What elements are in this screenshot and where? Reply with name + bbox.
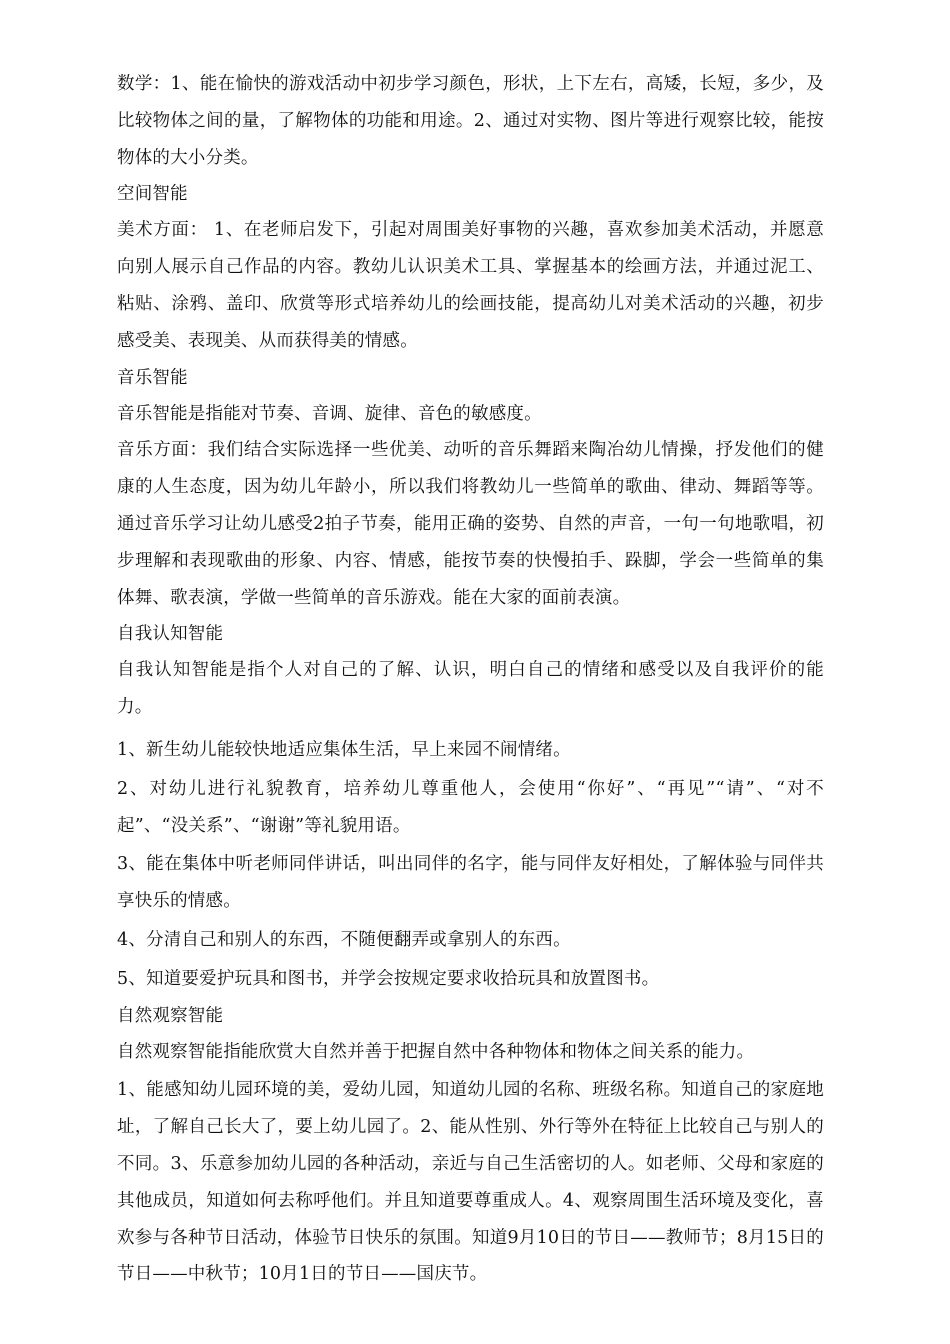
self-awareness-item-2: 2、对幼儿进行礼貌教育，培养幼儿尊重他人，会使用“你好”、“再见”“请”、“对不起”、“没关系”、“谢谢”等礼貌用语。 bbox=[117, 778, 824, 836]
heading-spatial-intelligence: 空间智能 bbox=[117, 184, 188, 205]
heading-self-awareness-intelligence: 自我认知智能 bbox=[117, 624, 224, 645]
self-awareness-item-3: 3、能在集体中听老师同伴讲话，叫出同伴的名字，能与同伴友好相处，了解体验与同伴共享快乐的情感。 bbox=[117, 854, 824, 912]
art-paragraph: 美术方面： 1、在老师启发下，引起对周围美好事物的兴趣，喜欢参加美术活动，并愿意向别人展示自己作品的内容。教幼儿认识美术工具、掌握基本的绘画方法，并通过泥工、粘贴、涂鸦、盖印、欣赏等形式培养幼儿的绘画技能，提高幼儿对美术活动的兴趣，初步感受美、表现美、从而获得美的情感。 bbox=[117, 220, 824, 351]
self-awareness-item-5: 5、知道要爱护玩具和图书，并学会按规定要求收拾玩具和放置图书。 bbox=[117, 968, 660, 989]
music-paragraph: 音乐方面：我们结合实际选择一些优美、动听的音乐舞蹈来陶冶幼儿情操，抒发他们的健康的人生态度，因为幼儿年龄小，所以我们将教幼儿一些简单的歌曲、律动、舞蹈等等。通过音乐学习让幼儿感受2拍子节奏，能用正确的姿势、自然的声音，一句一句地歌唱，初步理解和表现歌曲的形象、内容、情感，能按节奏的快慢拍手、跺脚，学会一些简单的集体舞、歌表演，学做一些简单的音乐游戏。能在大家的面前表演。 bbox=[117, 440, 824, 608]
math-paragraph: 数学：1、能在愉快的游戏活动中初步学习颜色，形状，上下左右，高矮，长短，多少，及比较物体之间的量，了解物体的功能和用途。2、通过对实物、图片等进行观察比较，能按物体的大小分类。 bbox=[117, 74, 824, 168]
heading-nature-observation-intelligence: 自然观察智能 bbox=[117, 1005, 224, 1026]
heading-music-intelligence: 音乐智能 bbox=[117, 367, 188, 388]
self-awareness-item-4: 4、分清自己和别人的东西，不随便翻弄或拿别人的东西。 bbox=[117, 929, 571, 950]
music-definition-paragraph: 音乐智能是指能对节奏、音调、旋律、音色的敏感度。 bbox=[117, 403, 542, 424]
nature-definition-paragraph: 自然观察智能指能欣赏大自然并善于把握自然中各种物体和物体之间关系的能力。 bbox=[117, 1041, 755, 1062]
self-awareness-definition-paragraph: 自我认知智能是指个人对自己的了解、认识，明白自己的情绪和感受以及自我评价的能力。 bbox=[117, 660, 824, 718]
nature-paragraph: 1、能感知幼儿园环境的美，爱幼儿园，知道幼儿园的名称、班级名称。知道自己的家庭地址，了解自己长大了，要上幼儿园了。2、能从性别、外行等外在特征上比较自己与别人的不同。3、乐意参加幼儿园的各种活动，亲近与自己生活密切的人。如老师、父母和家庭的其他成员，知道如何去称呼他们。并且知道要尊重成人。4、观察周围生活环境及变化，喜欢参与各种节日活动，体验节日快乐的氛围。知道9月10日的节日——教师节；8月15日的节日——中秋节；10月1日的节日——国庆节。 bbox=[117, 1080, 824, 1285]
self-awareness-item-1: 1、新生幼儿能较快地适应集体生活，早上来园不闹情绪。 bbox=[117, 739, 571, 760]
